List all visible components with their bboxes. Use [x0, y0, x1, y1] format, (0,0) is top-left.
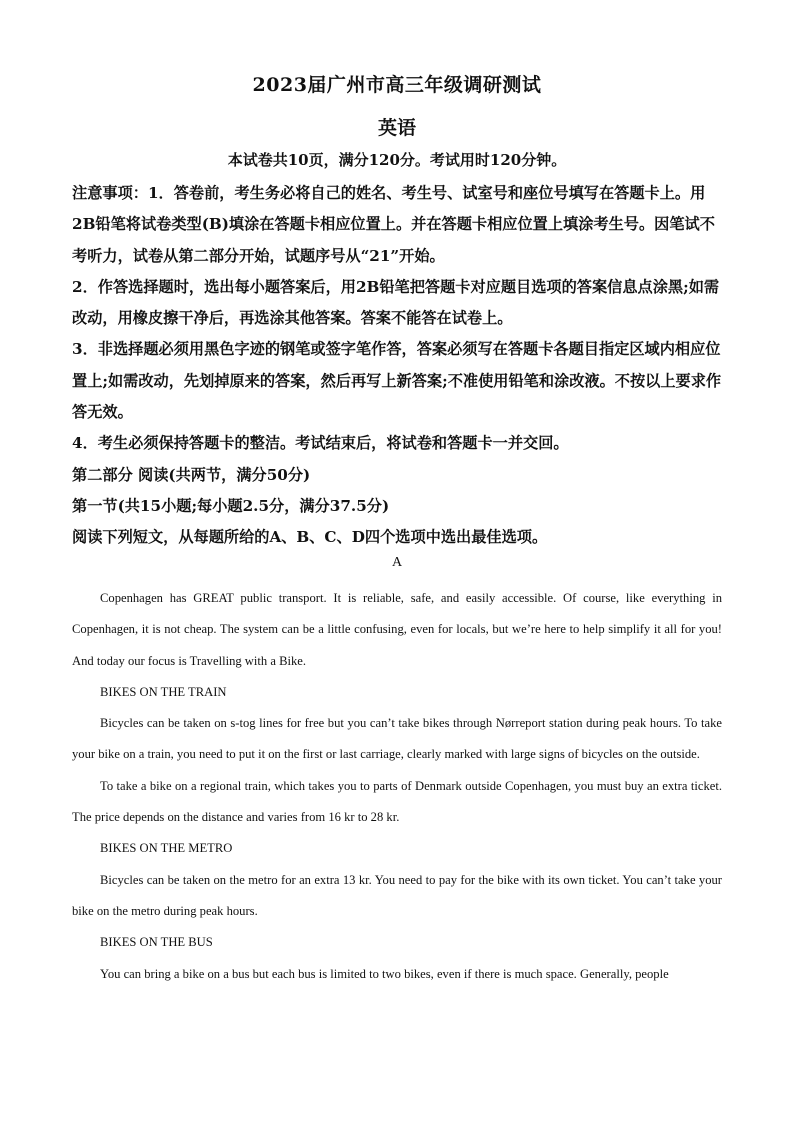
- passage-paragraph: Copenhagen has GREAT public transport. It is reliable, safe, and easily accessible. Of course, like everything in Copenhagen, it is not cheap. The system can be a little confusing, even for locals, but we’re here to help simplify it all for you! And today our focus is Travelling with a Bike.: [72, 591, 722, 668]
- passage-subheading: BIKES ON THE TRAIN: [100, 684, 227, 699]
- passage-paragraph: To take a bike on a regional train, which takes you to parts of Denmark outside Copenhagen, you must buy an extra ticket. The price depends on the distance and varies from 16 kr to 28 kr.: [72, 778, 722, 825]
- exam-title: 2023届广州市高三年级调研测试: [252, 74, 542, 96]
- exam-info: 本试卷共10页，满分120分。考试用时120分钟。: [227, 151, 567, 169]
- section-heading: 第一节(共15小题;每小题2.5分，满分37.5分): [72, 496, 390, 515]
- passage-subheading: BIKES ON THE METRO: [100, 841, 233, 856]
- reading-passage: [72, 583, 722, 990]
- instruction-note-2: 2．作答选择题时，选出每小题答案后，用2B铅笔把答题卡对应题目选项的答案信息点涂黑;如需改动，用橡皮擦干净后，再选涂其他答案。答案不能答在试卷上。: [72, 277, 720, 328]
- passage-paragraph: You can bring a bike on a bus but each bus is limited to two bikes, even if there is much space. Generally, people: [100, 966, 669, 981]
- passage-subheading: BIKES ON THE BUS: [100, 935, 213, 950]
- exam-subject: 英语: [377, 117, 416, 139]
- passage-label: A: [391, 555, 403, 570]
- instruction-note-4: 4．考生必须保持答题卡的整洁。考试结束后，将试卷和答题卡一并交回。: [72, 434, 569, 453]
- instruction-note-3: 3．非选择题必须用黑色字迹的钢笔或签字笔作答，答案必须写在答题卡各题目指定区域内相应位置上;如需改动，先划掉原来的答案，然后再写上新答案;不准使用铅笔和涂改液。不按以上要求作答无效。: [72, 340, 722, 422]
- reading-directions: 阅读下列短文，从每题所给的A、B、C、D四个选项中选出最佳选项。: [72, 528, 548, 547]
- instructions-block: [72, 178, 722, 554]
- instruction-note-1: 注意事项：1．答卷前，考生务必将自己的姓名、考生号、试室号和座位号填写在答题卡上。用2B铅笔将试卷类型(B)填涂在答题卡相应位置上。并在答题卡相应位置上填涂考生号。因笔试不考听力，试卷从第二部分开始，试题序号从“21”开始。: [72, 184, 715, 265]
- passage-paragraph: Bicycles can be taken on s-tog lines for free but you can’t take bikes through Nørreport station during peak hours. To take your bike on a train, you need to put it on the first or last carriage, clearly marked with large signs of bicycles on the outside.: [72, 716, 722, 762]
- part-heading: 第二部分 阅读(共两节，满分50分): [72, 465, 311, 484]
- passage-paragraph: Bicycles can be taken on the metro for an extra 13 kr. You need to pay for the bike with its own ticket. You can’t take your bike on the metro during peak hours.: [72, 872, 722, 918]
